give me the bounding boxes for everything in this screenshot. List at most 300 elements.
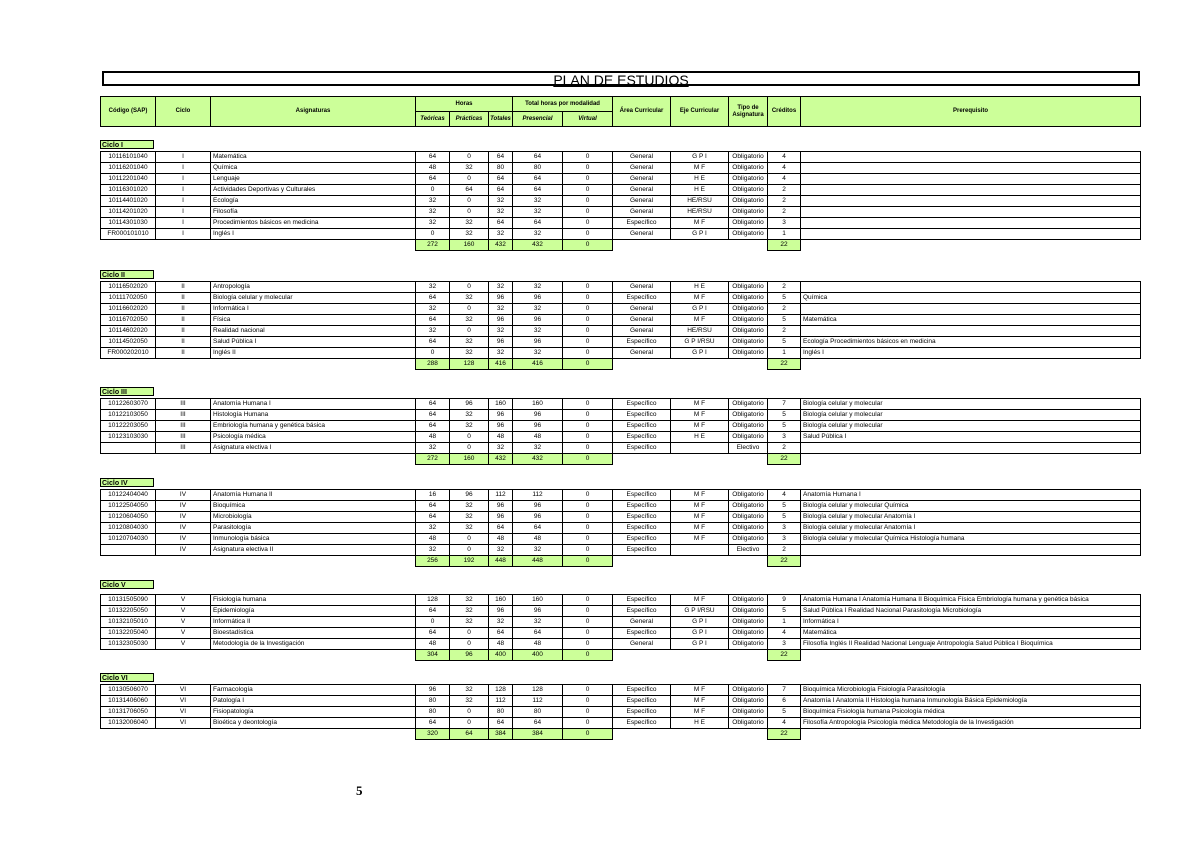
table-row: [101, 410, 1141, 421]
cell-totales: 48: [489, 534, 513, 545]
cell-tipo: Obligatorio: [729, 718, 768, 729]
cell-prerequisito: Matemática: [801, 315, 1141, 326]
cell-area: General: [613, 163, 671, 174]
cell-teoricas: 64: [416, 628, 450, 639]
cell-virtual: 0: [563, 218, 613, 229]
cell-asignatura: Epidemiología: [211, 606, 416, 617]
cell-asignatura: Inmunología básica: [211, 534, 416, 545]
cell-creditos: 5: [768, 421, 801, 432]
cell-asignatura: Física: [211, 315, 416, 326]
cell-codigo: 10132205050: [101, 606, 156, 617]
cell-tipo: Obligatorio: [729, 185, 768, 196]
cell-virtual: 0: [563, 304, 613, 315]
table-row: [101, 163, 1141, 174]
header-area: Área Curricular: [613, 97, 671, 127]
cell-asignatura: Salud Pública I: [211, 337, 416, 348]
cell-prerequisito: [801, 207, 1141, 218]
cell-practicas: 32: [450, 337, 489, 348]
cell-ciclo: II: [156, 315, 211, 326]
ciclo-table: [100, 281, 1141, 370]
cell-eje: G P I: [671, 348, 729, 359]
table-row: [101, 304, 1141, 315]
cell-prerequisito: Bioquímica Microbiología Fisiología Parasitología: [801, 685, 1141, 696]
cell-prerequisito: [801, 185, 1141, 196]
cell-virtual: 0: [563, 523, 613, 534]
cell-virtual: 0: [563, 617, 613, 628]
cell-area: General: [613, 196, 671, 207]
cell-prerequisito: [801, 218, 1141, 229]
total-virtual: 0: [563, 240, 613, 251]
cell-creditos: 7: [768, 399, 801, 410]
cell-practicas: 0: [450, 443, 489, 454]
cell-teoricas: 64: [416, 174, 450, 185]
totals-row: [101, 359, 1141, 370]
cell-tipo: Obligatorio: [729, 501, 768, 512]
cell-teoricas: 0: [416, 617, 450, 628]
cell-area: General: [613, 229, 671, 240]
cell-presencial: 32: [513, 196, 563, 207]
cell-area: Específico: [613, 293, 671, 304]
cell-prerequisito: Química: [801, 293, 1141, 304]
cell-asignatura: Ecología: [211, 196, 416, 207]
cell-codigo: 10122504050: [101, 501, 156, 512]
cell-eje: G P I: [671, 229, 729, 240]
empty-cell: [101, 650, 156, 661]
cell-area: General: [613, 282, 671, 293]
cell-teoricas: 48: [416, 432, 450, 443]
ciclo-table: [100, 398, 1141, 465]
cell-totales: 32: [489, 617, 513, 628]
cell-codigo: 10132006040: [101, 718, 156, 729]
empty-cell: [801, 650, 1141, 661]
cell-teoricas: 64: [416, 501, 450, 512]
cell-eje: G P I: [671, 152, 729, 163]
header-ciclo: Ciclo: [156, 97, 211, 127]
cell-codigo: 10120804030: [101, 523, 156, 534]
total-teoricas: 288: [416, 359, 450, 370]
cell-ciclo: VI: [156, 707, 211, 718]
table-row: [101, 685, 1141, 696]
cell-eje: H E: [671, 282, 729, 293]
cell-creditos: 5: [768, 410, 801, 421]
cell-codigo: 10132105010: [101, 617, 156, 628]
cell-creditos: 1: [768, 348, 801, 359]
cell-codigo: 10131406060: [101, 696, 156, 707]
cell-area: Específico: [613, 490, 671, 501]
total-presencial: 416: [513, 359, 563, 370]
cell-practicas: 32: [450, 617, 489, 628]
cell-presencial: 96: [513, 293, 563, 304]
cell-tipo: Obligatorio: [729, 282, 768, 293]
cell-virtual: 0: [563, 432, 613, 443]
cell-codigo: 10114401020: [101, 196, 156, 207]
cell-teoricas: 128: [416, 595, 450, 606]
cell-area: General: [613, 315, 671, 326]
cell-practicas: 32: [450, 410, 489, 421]
cell-tipo: Electivo: [729, 443, 768, 454]
cell-presencial: 64: [513, 218, 563, 229]
cell-codigo: [101, 443, 156, 454]
cell-virtual: 0: [563, 337, 613, 348]
cell-codigo: 10114602020: [101, 326, 156, 337]
total-practicas: 64: [450, 729, 489, 740]
total-totales: 432: [489, 240, 513, 251]
totals-row: [101, 240, 1141, 251]
empty-cell: [211, 240, 416, 251]
cell-prerequisito: [801, 304, 1141, 315]
total-teoricas: 304: [416, 650, 450, 661]
cell-ciclo: III: [156, 443, 211, 454]
cell-totales: 160: [489, 399, 513, 410]
cell-virtual: 0: [563, 707, 613, 718]
table-row: [101, 218, 1141, 229]
table-row: [101, 534, 1141, 545]
cell-prerequisito: [801, 152, 1141, 163]
cell-totales: 64: [489, 185, 513, 196]
cell-codigo: 10131505090: [101, 595, 156, 606]
ciclo-label: Ciclo III: [100, 387, 154, 396]
total-totales: 416: [489, 359, 513, 370]
cell-eje: M F: [671, 696, 729, 707]
empty-cell: [801, 556, 1141, 567]
cell-asignatura: Asignatura electiva II: [211, 545, 416, 556]
total-teoricas: 272: [416, 454, 450, 465]
table-row: [101, 606, 1141, 617]
cell-presencial: 64: [513, 718, 563, 729]
cell-tipo: Electivo: [729, 545, 768, 556]
page-title: PLAN DE ESTUDIOS: [102, 71, 1140, 86]
total-virtual: 0: [563, 729, 613, 740]
cell-practicas: 0: [450, 304, 489, 315]
cell-teoricas: 32: [416, 326, 450, 337]
cell-creditos: 3: [768, 432, 801, 443]
cell-totales: 64: [489, 152, 513, 163]
cell-presencial: 32: [513, 545, 563, 556]
cell-ciclo: VI: [156, 696, 211, 707]
cell-eje: M F: [671, 218, 729, 229]
cell-teoricas: 0: [416, 185, 450, 196]
empty-cell: [801, 454, 1141, 465]
cell-prerequisito: Biología celular y molecular: [801, 410, 1141, 421]
cell-codigo: 10116101040: [101, 152, 156, 163]
empty-cell: [211, 729, 416, 740]
total-creditos: 22: [768, 240, 801, 251]
cell-ciclo: III: [156, 432, 211, 443]
cell-presencial: 32: [513, 229, 563, 240]
cell-codigo: 10116301020: [101, 185, 156, 196]
empty-cell: [729, 556, 768, 567]
cell-area: Específico: [613, 512, 671, 523]
cell-tipo: Obligatorio: [729, 304, 768, 315]
cell-teoricas: 64: [416, 399, 450, 410]
cell-tipo: Obligatorio: [729, 326, 768, 337]
cell-practicas: 0: [450, 282, 489, 293]
cell-presencial: 32: [513, 617, 563, 628]
header-tipo: Tipo de Asignatura: [729, 97, 768, 127]
cell-virtual: 0: [563, 315, 613, 326]
cell-codigo: FR000101010: [101, 229, 156, 240]
cell-ciclo: IV: [156, 545, 211, 556]
table-row: [101, 337, 1141, 348]
cell-ciclo: II: [156, 348, 211, 359]
cell-totales: 64: [489, 718, 513, 729]
cell-teoricas: 32: [416, 218, 450, 229]
table-row: [101, 545, 1141, 556]
cell-totales: 128: [489, 685, 513, 696]
cell-practicas: 32: [450, 421, 489, 432]
cell-area: General: [613, 174, 671, 185]
cell-asignatura: Inglés I: [211, 229, 416, 240]
cell-ciclo: II: [156, 293, 211, 304]
cell-virtual: 0: [563, 628, 613, 639]
cell-ciclo: II: [156, 326, 211, 337]
header-totales: Totales: [489, 112, 513, 127]
cell-ciclo: IV: [156, 523, 211, 534]
cell-virtual: 0: [563, 606, 613, 617]
cell-totales: 96: [489, 512, 513, 523]
cell-creditos: 2: [768, 443, 801, 454]
cell-virtual: 0: [563, 512, 613, 523]
cell-presencial: 32: [513, 348, 563, 359]
cell-codigo: 10122603070: [101, 399, 156, 410]
cell-totales: 112: [489, 696, 513, 707]
cell-asignatura: Asignatura electiva I: [211, 443, 416, 454]
ciclo-label: Ciclo I: [100, 140, 154, 149]
cell-practicas: 32: [450, 218, 489, 229]
cell-tipo: Obligatorio: [729, 174, 768, 185]
table-row: [101, 196, 1141, 207]
empty-cell: [156, 240, 211, 251]
cell-presencial: 96: [513, 501, 563, 512]
cell-totales: 32: [489, 229, 513, 240]
ciclo-label: Ciclo VI: [100, 673, 154, 682]
empty-cell: [729, 240, 768, 251]
table-row: [101, 707, 1141, 718]
cell-tipo: Obligatorio: [729, 606, 768, 617]
cell-teoricas: 80: [416, 707, 450, 718]
cell-presencial: 32: [513, 326, 563, 337]
cell-area: General: [613, 185, 671, 196]
cell-prerequisito: Informática I: [801, 617, 1141, 628]
cell-eje: G P I: [671, 639, 729, 650]
table-row: [101, 432, 1141, 443]
cell-presencial: 96: [513, 337, 563, 348]
cell-presencial: 64: [513, 152, 563, 163]
cell-practicas: 32: [450, 315, 489, 326]
cell-teoricas: 96: [416, 685, 450, 696]
cell-asignatura: Patología I: [211, 696, 416, 707]
cell-presencial: 160: [513, 399, 563, 410]
table-row: [101, 229, 1141, 240]
cell-tipo: Obligatorio: [729, 399, 768, 410]
cell-tipo: Obligatorio: [729, 617, 768, 628]
cell-asignatura: Matemática: [211, 152, 416, 163]
cell-prerequisito: [801, 163, 1141, 174]
cell-totales: 112: [489, 490, 513, 501]
empty-cell: [729, 650, 768, 661]
table-row: [101, 523, 1141, 534]
cell-teoricas: 64: [416, 606, 450, 617]
cell-tipo: Obligatorio: [729, 685, 768, 696]
cell-tipo: Obligatorio: [729, 293, 768, 304]
cell-ciclo: V: [156, 628, 211, 639]
cell-eje: [671, 443, 729, 454]
total-teoricas: 256: [416, 556, 450, 567]
cell-practicas: 32: [450, 501, 489, 512]
table-row: [101, 617, 1141, 628]
totals-row: [101, 556, 1141, 567]
cell-codigo: 10131706050: [101, 707, 156, 718]
cell-prerequisito: Inglés I: [801, 348, 1141, 359]
cell-presencial: 96: [513, 315, 563, 326]
cell-presencial: 64: [513, 185, 563, 196]
cell-creditos: 4: [768, 490, 801, 501]
total-practicas: 128: [450, 359, 489, 370]
cell-totales: 96: [489, 410, 513, 421]
empty-cell: [613, 650, 671, 661]
cell-prerequisito: Bioquímica Fisiología humana Psicología médica: [801, 707, 1141, 718]
cell-asignatura: Histología Humana: [211, 410, 416, 421]
cell-prerequisito: Filosofía Antropología Psicología médica Metodología de la Investigación: [801, 718, 1141, 729]
cell-virtual: 0: [563, 196, 613, 207]
cell-codigo: 10132305030: [101, 639, 156, 650]
cell-asignatura: Psicología médica: [211, 432, 416, 443]
cell-tipo: Obligatorio: [729, 523, 768, 534]
total-virtual: 0: [563, 556, 613, 567]
cell-presencial: 96: [513, 606, 563, 617]
cell-area: Específico: [613, 628, 671, 639]
cell-teoricas: 64: [416, 315, 450, 326]
total-presencial: 400: [513, 650, 563, 661]
empty-cell: [801, 240, 1141, 251]
cell-asignatura: Filosofía: [211, 207, 416, 218]
cell-ciclo: IV: [156, 534, 211, 545]
cell-tipo: Obligatorio: [729, 628, 768, 639]
cell-eje: M F: [671, 163, 729, 174]
cell-creditos: 4: [768, 628, 801, 639]
cell-totales: 96: [489, 421, 513, 432]
cell-asignatura: Actividades Deportivas y Culturales: [211, 185, 416, 196]
cell-ciclo: III: [156, 399, 211, 410]
table-row: [101, 293, 1141, 304]
cell-codigo: 10114301030: [101, 218, 156, 229]
cell-teoricas: 32: [416, 443, 450, 454]
cell-tipo: Obligatorio: [729, 337, 768, 348]
cell-prerequisito: [801, 545, 1141, 556]
cell-area: Específico: [613, 545, 671, 556]
cell-virtual: 0: [563, 326, 613, 337]
cell-teoricas: 64: [416, 421, 450, 432]
cell-eje: M F: [671, 707, 729, 718]
cell-ciclo: VI: [156, 718, 211, 729]
cell-prerequisito: Biología celular y molecular Química: [801, 501, 1141, 512]
cell-practicas: 96: [450, 490, 489, 501]
table-row: [101, 207, 1141, 218]
cell-teoricas: 48: [416, 534, 450, 545]
cell-totales: 32: [489, 443, 513, 454]
cell-eje: H E: [671, 174, 729, 185]
total-presencial: 432: [513, 454, 563, 465]
cell-ciclo: III: [156, 421, 211, 432]
cell-presencial: 32: [513, 282, 563, 293]
cell-teoricas: 32: [416, 282, 450, 293]
cell-eje: H E: [671, 432, 729, 443]
table-row: [101, 152, 1141, 163]
cell-eje: M F: [671, 512, 729, 523]
page-number: 5: [356, 783, 363, 798]
table-row: [101, 326, 1141, 337]
cell-teoricas: 32: [416, 304, 450, 315]
cell-eje: M F: [671, 315, 729, 326]
cell-creditos: 1: [768, 229, 801, 240]
cell-practicas: 32: [450, 163, 489, 174]
cell-virtual: 0: [563, 545, 613, 556]
cell-area: General: [613, 639, 671, 650]
cell-virtual: 0: [563, 421, 613, 432]
cell-ciclo: II: [156, 304, 211, 315]
table-row: [101, 595, 1141, 606]
cell-teoricas: 64: [416, 293, 450, 304]
empty-cell: [729, 454, 768, 465]
cell-practicas: 0: [450, 196, 489, 207]
total-presencial: 384: [513, 729, 563, 740]
cell-ciclo: V: [156, 595, 211, 606]
cell-creditos: 5: [768, 606, 801, 617]
table-row: [101, 512, 1141, 523]
cell-virtual: 0: [563, 534, 613, 545]
cell-area: Específico: [613, 443, 671, 454]
total-totales: 448: [489, 556, 513, 567]
cell-ciclo: V: [156, 617, 211, 628]
table-row: [101, 639, 1141, 650]
cell-totales: 32: [489, 348, 513, 359]
cell-area: Específico: [613, 501, 671, 512]
empty-cell: [211, 650, 416, 661]
cell-eje: M F: [671, 534, 729, 545]
cell-tipo: Obligatorio: [729, 207, 768, 218]
cell-creditos: 5: [768, 293, 801, 304]
cell-virtual: 0: [563, 229, 613, 240]
cell-creditos: 3: [768, 523, 801, 534]
cell-asignatura: Bioquímica: [211, 501, 416, 512]
cell-creditos: 3: [768, 218, 801, 229]
total-practicas: 96: [450, 650, 489, 661]
header-creditos: Créditos: [768, 97, 801, 127]
cell-presencial: 32: [513, 443, 563, 454]
cell-eje: M F: [671, 685, 729, 696]
total-teoricas: 272: [416, 240, 450, 251]
cell-virtual: 0: [563, 685, 613, 696]
cell-area: Específico: [613, 421, 671, 432]
cell-virtual: 0: [563, 501, 613, 512]
cell-asignatura: Parasitología: [211, 523, 416, 534]
cell-ciclo: I: [156, 152, 211, 163]
cell-tipo: Obligatorio: [729, 229, 768, 240]
cell-tipo: Obligatorio: [729, 348, 768, 359]
cell-ciclo: IV: [156, 512, 211, 523]
cell-creditos: 4: [768, 163, 801, 174]
cell-teoricas: 64: [416, 718, 450, 729]
empty-cell: [671, 454, 729, 465]
cell-presencial: 112: [513, 696, 563, 707]
cell-area: Específico: [613, 399, 671, 410]
total-creditos: 22: [768, 359, 801, 370]
cell-prerequisito: Biología celular y molecular Química Histología humana: [801, 534, 1141, 545]
cell-totales: 96: [489, 315, 513, 326]
empty-cell: [671, 240, 729, 251]
cell-area: General: [613, 304, 671, 315]
cell-ciclo: I: [156, 174, 211, 185]
